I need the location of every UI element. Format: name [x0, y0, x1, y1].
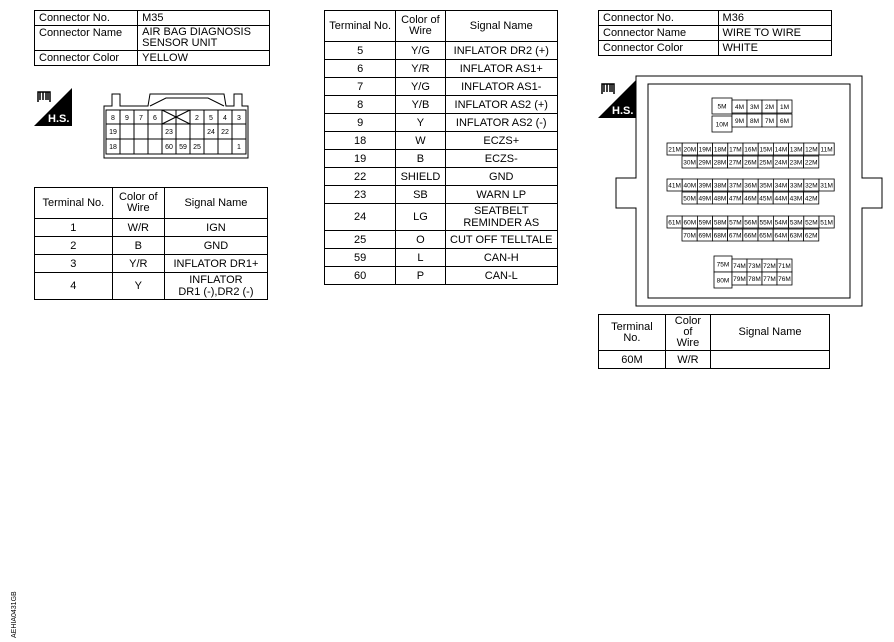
signal-name: INFLATOR AS1-: [445, 78, 557, 96]
wire-color: Y/R: [396, 60, 445, 78]
pin-label: 21M: [668, 146, 681, 154]
pin-label: 51M: [820, 219, 833, 227]
signal-name: [711, 351, 830, 369]
wire-color: Y/G: [396, 42, 445, 60]
pin-label: 23M: [789, 159, 803, 167]
pin-label: 65M: [759, 232, 772, 240]
pin-label: 28M: [713, 159, 727, 167]
info-label: Connector Name: [599, 26, 719, 41]
info-row: [599, 11, 832, 26]
terminal-no: 6: [325, 60, 396, 78]
pin-label: 29M: [698, 159, 712, 167]
terminal-no: 24: [325, 204, 396, 231]
pin-label: 2: [195, 115, 199, 122]
wire-color: W: [396, 132, 445, 150]
pin-label: 10M: [715, 121, 729, 129]
table-row: [325, 150, 558, 168]
wire-color: B: [112, 237, 164, 255]
table-header-row: [599, 315, 830, 351]
terminal-no: 60: [325, 267, 396, 285]
info-value: M35: [138, 11, 270, 26]
wire-color: Y/G: [396, 78, 445, 96]
terminal-no: 60M: [599, 351, 666, 369]
info-label: Connector Color: [599, 41, 719, 56]
pin-label: 47M: [728, 195, 742, 203]
pin-label: 72M: [763, 262, 776, 270]
pin-label: 78M: [748, 275, 761, 283]
pin-label: 25: [193, 144, 201, 151]
table-row: [35, 273, 268, 300]
pin-label: 73M: [748, 262, 761, 270]
info-label: Connector Color: [35, 51, 138, 66]
info-value: M36: [718, 11, 831, 26]
pin-label: 23: [165, 129, 173, 136]
pin-label: 30M: [683, 159, 696, 167]
terminal-no: 19: [325, 150, 396, 168]
pin-label: 52M: [805, 219, 818, 227]
table-row: [325, 96, 558, 114]
pin-label: 18: [109, 144, 117, 151]
wire-color: Y: [396, 114, 445, 132]
pin-label: 26M: [744, 159, 757, 167]
wire-color: L: [396, 249, 445, 267]
col-header-signal: Signal Name: [164, 188, 267, 219]
signal-name: IGN: [164, 219, 267, 237]
terminal-no: 25: [325, 231, 396, 249]
pin-label: 68M: [713, 232, 727, 240]
pin-label: 54M: [774, 219, 788, 227]
table-header-row: [35, 188, 268, 219]
pin-label: 56M: [744, 219, 757, 227]
table-row: [325, 60, 558, 78]
pin-label: 20M: [683, 146, 697, 154]
wire-color: W/R: [112, 219, 164, 237]
table-row: [35, 237, 268, 255]
terminal-no: 18: [325, 132, 396, 150]
signal-name: GND: [445, 168, 557, 186]
m35-connector-info-table: [34, 10, 270, 66]
terminal-no: 3: [35, 255, 113, 273]
pin-label: 79M: [733, 275, 746, 283]
pin-label: 4: [223, 115, 227, 122]
signal-name: ECZS+: [445, 132, 557, 150]
pin-label: 71M: [778, 262, 791, 270]
terminal-no: 5: [325, 42, 396, 60]
terminal-no: 8: [325, 96, 396, 114]
col-header-terminal: Terminal No.: [325, 11, 396, 42]
pin-label: 1M: [779, 103, 790, 111]
info-label: Connector Name: [35, 26, 138, 51]
table-row: [325, 132, 558, 150]
pin-label: 33M: [789, 182, 803, 190]
wire-color: SB: [396, 186, 445, 204]
col-header-terminal: Terminal No.: [599, 315, 666, 351]
pin-label: 6: [153, 115, 157, 122]
signal-name: INFLATOR AS2 (+): [445, 96, 557, 114]
signal-name: WARN LP: [445, 186, 557, 204]
pin-label: 61M: [668, 219, 681, 227]
pin-label: 40M: [683, 182, 697, 190]
pin-label: 17M: [729, 146, 742, 154]
signal-name: ECZS-: [445, 150, 557, 168]
terminal-no: 4: [35, 273, 113, 300]
info-label: Connector No.: [599, 11, 719, 26]
info-value: YELLOW: [138, 51, 270, 66]
pin-label: 34M: [774, 182, 788, 190]
info-value: AIR BAG DIAGNOSIS SENSOR UNIT: [138, 26, 270, 51]
terminal-no: 7: [325, 78, 396, 96]
signal-name: CAN-L: [445, 267, 557, 285]
col-header-terminal: Terminal No.: [35, 188, 113, 219]
pin-label: 19M: [698, 146, 712, 154]
col-header-signal: Signal Name: [445, 11, 557, 42]
pin-label: 1: [237, 144, 241, 151]
table-row: [35, 219, 268, 237]
pin-label: 59M: [698, 219, 712, 227]
pin-label: 50M: [683, 195, 696, 203]
pin-label: 12M: [805, 146, 818, 154]
pin-label: 32M: [805, 182, 818, 190]
hs-label: H.S.: [612, 105, 634, 117]
pin-label: 53M: [789, 219, 803, 227]
info-row: [599, 41, 832, 56]
pin-label: 25M: [759, 159, 772, 167]
pin-label: 22: [221, 129, 229, 136]
table-header-row: [325, 11, 558, 42]
wire-color: B: [396, 150, 445, 168]
m36-terminal-table: [598, 314, 830, 369]
terminal-no: 22: [325, 168, 396, 186]
pin-label: 24M: [774, 159, 788, 167]
wire-color: Y/R: [112, 255, 164, 273]
table-row: [325, 249, 558, 267]
signal-name: INFLATOR DR1 (-),DR2 (-): [164, 273, 267, 300]
pin-label: 58M: [713, 219, 727, 227]
pin-label: 5: [209, 115, 213, 122]
pin-label: 46M: [744, 195, 757, 203]
signal-name: SEATBELT REMINDER AS: [445, 204, 557, 231]
m36-connector-info-table: [598, 10, 832, 56]
terminal-no: 59: [325, 249, 396, 267]
pin-label: 48M: [713, 195, 727, 203]
pin-label: 67M: [728, 232, 742, 240]
pin-label: 36M: [744, 182, 757, 190]
pin-label: 31M: [820, 182, 833, 190]
pin-label: 6M: [779, 117, 790, 125]
wire-color: LG: [396, 204, 445, 231]
pin-label: 66M: [744, 232, 757, 240]
table-row: [599, 351, 830, 369]
info-row: [35, 51, 270, 66]
harness-side-icon: [34, 88, 72, 126]
pin-label: 42M: [804, 195, 818, 203]
figure-reference-code: [6, 582, 20, 638]
table-row: [325, 231, 558, 249]
signal-name: CAN-H: [445, 249, 557, 267]
wire-color: Y/B: [396, 96, 445, 114]
pin-label: 63M: [789, 232, 803, 240]
pin-label: 41M: [668, 182, 681, 190]
col-header-color: Color of Wire: [665, 315, 710, 351]
info-row: [35, 11, 270, 26]
signal-name: INFLATOR DR1+: [164, 255, 267, 273]
info-row: [35, 26, 270, 51]
pin-label: 39M: [698, 182, 712, 190]
pin-label: 80M: [716, 277, 730, 285]
table-row: [325, 168, 558, 186]
pin-label: 76M: [778, 275, 791, 283]
terminal-no: 1: [35, 219, 113, 237]
terminal-no: 9: [325, 114, 396, 132]
pin-label: 43M: [789, 195, 803, 203]
pin-label: 9: [125, 115, 129, 122]
info-label: Connector No.: [35, 11, 138, 26]
hs-label: H.S.: [48, 113, 70, 125]
signal-name: INFLATOR AS2 (-): [445, 114, 557, 132]
pin-label: 18M: [713, 146, 727, 154]
pin-label: 3M: [749, 103, 760, 111]
pin-label: 62M: [804, 232, 818, 240]
signal-name: INFLATOR DR2 (+): [445, 42, 557, 60]
pin-label: 24: [207, 129, 215, 136]
signal-name: GND: [164, 237, 267, 255]
wire-color: Y: [112, 273, 164, 300]
pin-label: 11M: [820, 146, 833, 154]
table-row: [35, 255, 268, 273]
signal-name: CUT OFF TELLTALE: [445, 231, 557, 249]
table-row: [325, 267, 558, 285]
signal-name: INFLATOR AS1+: [445, 60, 557, 78]
pin-label: 57M: [729, 219, 742, 227]
pin-label: 74M: [733, 262, 746, 270]
wire-color: O: [396, 231, 445, 249]
pin-label: 35M: [759, 182, 773, 190]
pin-label: 8: [111, 115, 115, 122]
pin-label: 60: [165, 144, 173, 151]
table-row: [325, 204, 558, 231]
pin-label: 8M: [749, 117, 760, 125]
pin-label: 59: [179, 144, 187, 151]
pin-label: 22M: [804, 159, 818, 167]
m36-connector-face: [614, 74, 884, 310]
info-value: WIRE TO WIRE: [718, 26, 831, 41]
wire-color: SHIELD: [396, 168, 445, 186]
pin-label: 13M: [789, 146, 803, 154]
pin-label: 69M: [698, 232, 712, 240]
wire-color: W/R: [665, 351, 710, 369]
pin-label: 14M: [774, 146, 788, 154]
reference-code-text: AEHIA0431GB: [11, 591, 18, 638]
pin-label: 77M: [763, 275, 776, 283]
pin-label: 27M: [728, 159, 742, 167]
terminal-no: 2: [35, 237, 113, 255]
col-header-color: Color of Wire: [112, 188, 164, 219]
pin-label: 60M: [683, 219, 697, 227]
pin-label: 44M: [774, 195, 788, 203]
table-row: [325, 42, 558, 60]
table-row: [325, 186, 558, 204]
pin-label: 19: [109, 129, 117, 136]
pin-label: 37M: [729, 182, 742, 190]
pin-label: 49M: [698, 195, 712, 203]
pin-label: 7: [139, 115, 143, 122]
info-row: [599, 26, 832, 41]
pin-label: 38M: [713, 182, 727, 190]
m35-terminal-table-main: [324, 10, 558, 285]
pin-label: 45M: [759, 195, 772, 203]
pin-label: 5M: [717, 103, 727, 111]
pin-label: 16M: [744, 146, 757, 154]
pin-label: 55M: [759, 219, 773, 227]
pin-label: 7M: [764, 117, 775, 125]
m35-terminal-table-small: [34, 187, 268, 300]
m35-connector-face: [100, 88, 252, 162]
pin-label: 75M: [716, 261, 730, 269]
pin-label: 64M: [774, 232, 788, 240]
col-header-signal: Signal Name: [711, 315, 830, 351]
wire-color: P: [396, 267, 445, 285]
info-value: WHITE: [718, 41, 831, 56]
pin-label: 4M: [734, 103, 745, 111]
table-row: [325, 78, 558, 96]
table-row: [325, 114, 558, 132]
pin-label: 9M: [734, 117, 745, 125]
pin-label: 3: [237, 115, 241, 122]
pin-label: 2M: [764, 103, 775, 111]
terminal-no: 23: [325, 186, 396, 204]
pin-label: 70M: [683, 232, 696, 240]
pin-label: 15M: [759, 146, 773, 154]
col-header-color: Color of Wire: [396, 11, 445, 42]
